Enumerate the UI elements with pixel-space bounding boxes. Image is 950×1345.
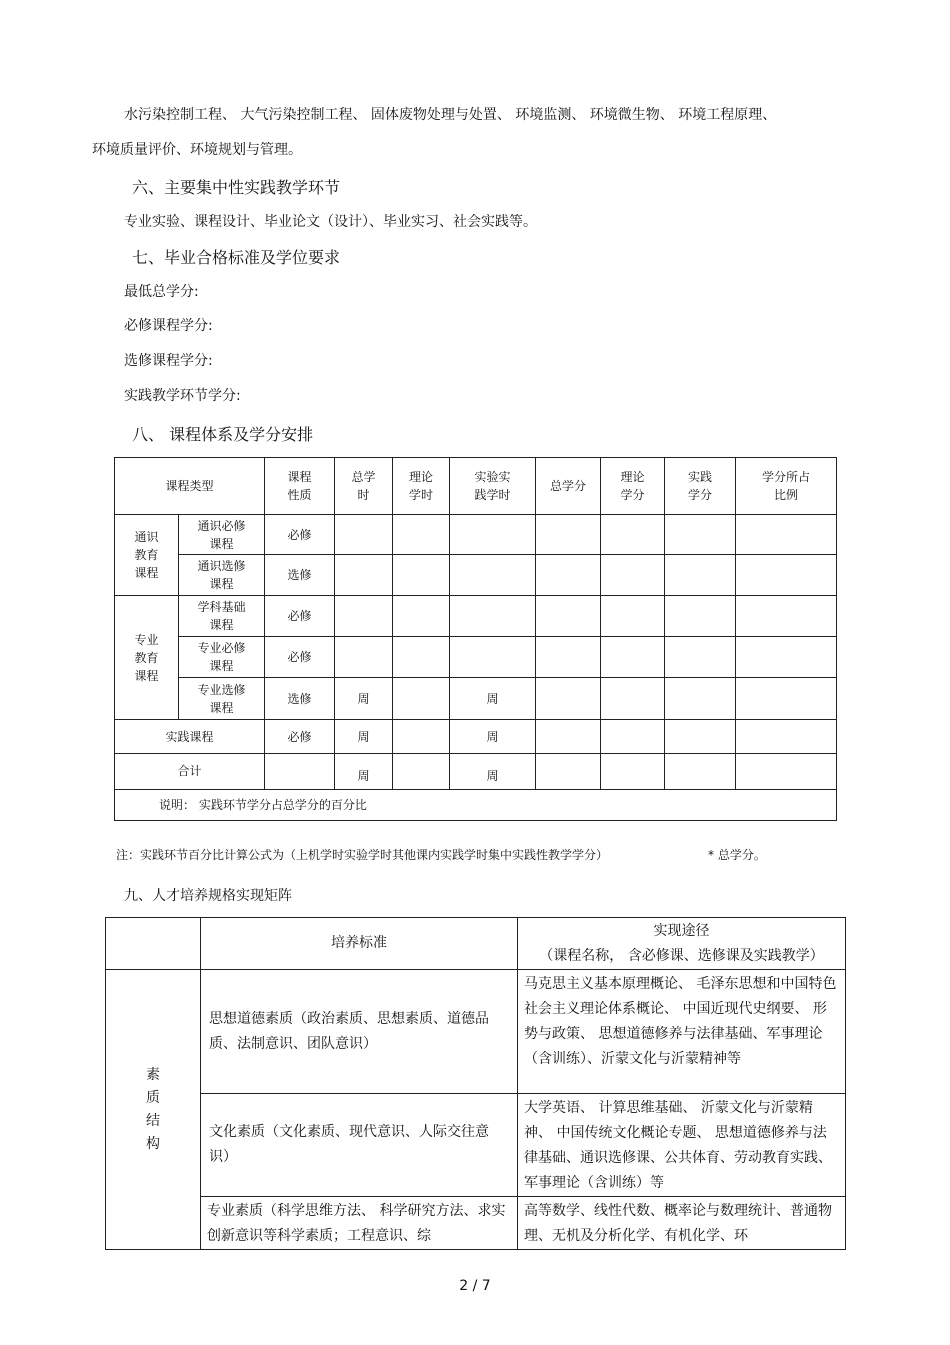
subtype-cell: 学科基础 课程 — [179, 596, 265, 637]
lab-hours-cell — [450, 596, 536, 637]
matrix-row — [106, 1094, 846, 1197]
theory-hours-cell — [393, 678, 450, 720]
nature-cell: 必修 — [265, 637, 335, 678]
standard-cell: 专业素质（科学思维方法、 科学研究方法、求实创新意识等科学素质；工程意识、综 — [201, 1197, 518, 1250]
header-total-credits: 总学分 — [536, 458, 601, 515]
subtype-cell: 专业选修 课程 — [179, 678, 265, 720]
header-practice-credits: 实践 学分 — [665, 458, 736, 515]
total-credits-cell — [536, 596, 601, 637]
nature-cell — [265, 754, 335, 790]
header-course-nature: 课程 性质 — [265, 458, 335, 515]
total-credits-cell — [536, 720, 601, 754]
total-hours-cell: 周 — [335, 720, 393, 754]
nature-cell: 选修 — [265, 555, 335, 596]
matrix-header-blank — [106, 918, 201, 970]
practice-credits-cell — [665, 720, 736, 754]
lab-hours-cell — [450, 515, 536, 555]
section-7-heading: 七、毕业合格标准及学位要求 — [132, 248, 341, 267]
theory-credits-cell — [601, 754, 665, 790]
theory-hours-cell — [393, 637, 450, 678]
table-row — [115, 678, 837, 720]
path-cell: 大学英语、 计算思维基础、 沂蒙文化与沂蒙精神、 中国传统文化概论专题、 思想道德修养与法律基础、通识选修课、公共体育、劳动教育实践、军事理论（含训练）等 — [518, 1094, 846, 1197]
ratio-cell — [736, 720, 837, 754]
total-credits-cell — [536, 678, 601, 720]
formula-note-suffix: * 总学分。 — [708, 848, 766, 862]
header-lab-hours: 实验实 践学时 — [450, 458, 536, 515]
theory-credits-cell — [601, 555, 665, 596]
table-header-row — [115, 458, 837, 515]
intro-line-2: 环境质量评价、环境规划与管理。 — [92, 142, 302, 158]
total-row — [115, 754, 837, 790]
path-cell: 马克思主义基本原理概论、 毛泽东思想和中国特色社会主义理论体系概论、 中国近现代史纲要、 形势与政策、 思想道德修养与法律基础、军事理论（含训练）、沂蒙文化与沂蒙精神等 — [518, 970, 846, 1094]
explanation-text: 说明： 实践环节学分占总学分的百分比 — [115, 790, 837, 821]
total-credits-cell — [536, 555, 601, 596]
total-credits-cell — [536, 515, 601, 555]
standard-cell: 思想道德素质（政治素质、思想素质、道德品质、法制意识、团队意识） — [201, 970, 518, 1094]
ratio-cell — [736, 754, 837, 790]
theory-hours-cell — [393, 596, 450, 637]
header-training-standard: 培养标准 — [201, 918, 518, 970]
table-row — [115, 555, 837, 596]
talent-matrix-table — [105, 917, 846, 1250]
nature-cell: 必修 — [265, 720, 335, 754]
path-cell: 高等数学、线性代数、概率论与数理统计、普通物理、无机及分析化学、有机化学、环 — [518, 1197, 846, 1250]
total-hours-cell — [335, 555, 393, 596]
theory-credits-cell — [601, 515, 665, 555]
theory-credits-cell — [601, 637, 665, 678]
total-hours-cell — [335, 515, 393, 555]
nature-cell: 必修 — [265, 515, 335, 555]
subtype-cell: 专业必修 课程 — [179, 637, 265, 678]
total-credits-cell — [536, 637, 601, 678]
nature-cell: 必修 — [265, 596, 335, 637]
lab-hours-cell: 周 — [450, 720, 536, 754]
total-hours-cell: 周 — [335, 754, 393, 790]
header-theory-hours: 理论 学时 — [393, 458, 450, 515]
page-number: 2 / 7 — [459, 1278, 491, 1294]
total-hours-cell — [335, 596, 393, 637]
practice-credits-cell — [665, 596, 736, 637]
practice-credits-cell — [665, 555, 736, 596]
theory-credits-cell — [601, 678, 665, 720]
practice-course-row — [115, 720, 837, 754]
matrix-row — [106, 1197, 846, 1250]
elective-credits-label: 选修课程学分: — [124, 353, 213, 369]
header-credit-ratio: 学分所占 比例 — [736, 458, 837, 515]
practice-credits-cell — [665, 678, 736, 720]
section-6-body: 专业实验、课程设计、毕业论文（设计）、毕业实习、社会实践等。 — [124, 214, 537, 230]
ratio-cell — [736, 515, 837, 555]
nature-cell: 选修 — [265, 678, 335, 720]
theory-hours-cell — [393, 515, 450, 555]
theory-hours-cell — [393, 754, 450, 790]
practice-credits-cell — [665, 515, 736, 555]
lab-hours-cell — [450, 637, 536, 678]
table-row — [115, 515, 837, 555]
formula-note: 注：实践环节百分比计算公式为（上机学时实验学时其他课内实践学时集中实践性教学学分） — [116, 848, 609, 862]
group-general-education: 通识 教育 课程 — [115, 515, 179, 596]
explanation-row — [115, 790, 837, 821]
subtype-cell: 通识必修 课程 — [179, 515, 265, 555]
standard-cell: 文化素质（文化素质、现代意识、人际交往意识） — [201, 1094, 518, 1197]
matrix-row — [106, 970, 846, 1094]
header-theory-credits: 理论 学分 — [601, 458, 665, 515]
ratio-cell — [736, 596, 837, 637]
group-quality-structure: 素 质 结 构 — [106, 970, 201, 1250]
lab-hours-cell — [450, 555, 536, 596]
min-total-credits-label: 最低总学分: — [124, 284, 199, 300]
table-row — [115, 637, 837, 678]
subtype-cell: 通识选修 课程 — [179, 555, 265, 596]
total-hours-cell: 周 — [335, 678, 393, 720]
required-credits-label: 必修课程学分: — [124, 318, 213, 334]
theory-credits-cell — [601, 720, 665, 754]
section-8-heading: 八、 课程体系及学分安排 — [132, 425, 314, 444]
section-6-heading: 六、主要集中性实践教学环节 — [132, 178, 341, 197]
header-implementation-path: 实现途径 （课程名称， 含必修课、选修课及实践教学） — [518, 918, 846, 970]
group-major-education: 专业 教育 课程 — [115, 596, 179, 720]
ratio-cell — [736, 555, 837, 596]
section-9-heading: 九、人才培养规格实现矩阵 — [124, 888, 292, 904]
lab-hours-cell: 周 — [450, 678, 536, 720]
theory-hours-cell — [393, 555, 450, 596]
ratio-cell — [736, 678, 837, 720]
header-total-hours: 总学 时 — [335, 458, 393, 515]
practice-course-label: 实践课程 — [115, 720, 265, 754]
lab-hours-cell: 周 — [450, 754, 536, 790]
total-hours-cell — [335, 637, 393, 678]
theory-hours-cell — [393, 720, 450, 754]
theory-credits-cell — [601, 596, 665, 637]
table-row — [115, 596, 837, 637]
total-credits-cell — [536, 754, 601, 790]
ratio-cell — [736, 637, 837, 678]
header-course-type: 课程类型 — [115, 458, 265, 515]
practice-credits-cell — [665, 754, 736, 790]
total-label: 合计 — [115, 754, 265, 790]
practice-credits-cell — [665, 637, 736, 678]
matrix-header-row — [106, 918, 846, 970]
practice-credits-label: 实践教学环节学分: — [124, 388, 241, 404]
intro-line-1: 水污染控制工程、 大气污染控制工程、 固体废物处理与处置、 环境监测、 环境微生物、 环境工程原理、 — [124, 107, 777, 123]
credit-arrangement-table — [114, 457, 837, 821]
